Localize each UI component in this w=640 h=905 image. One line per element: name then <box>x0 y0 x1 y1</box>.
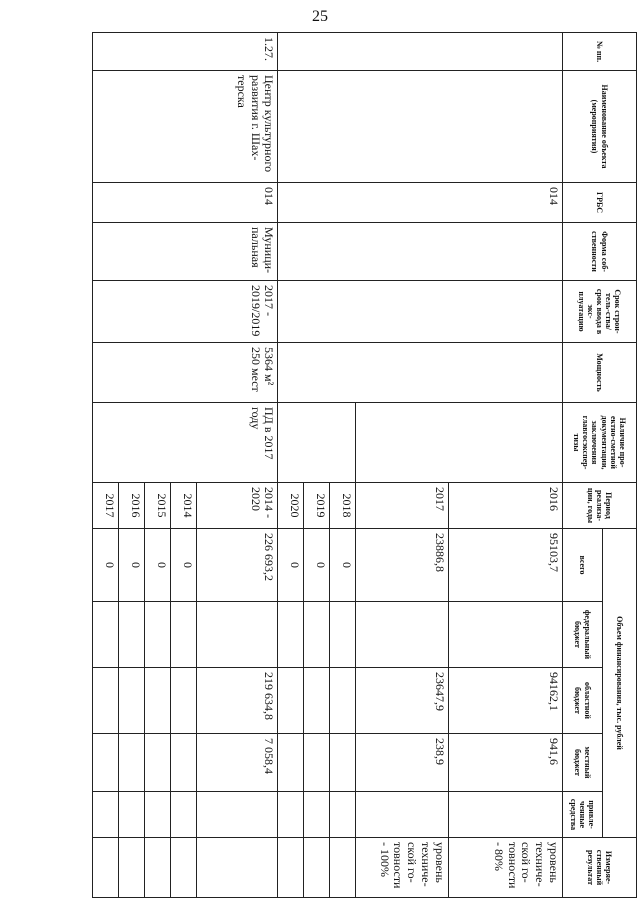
cell-federal <box>170 602 196 668</box>
cell-period: 2015 <box>144 483 170 529</box>
cell-period: 2016 <box>448 483 562 529</box>
cell-result <box>304 838 330 898</box>
cell-psd: ПД в 2017 году <box>93 403 278 483</box>
cell-result <box>278 838 304 898</box>
cell-local <box>93 734 119 792</box>
header-local: местный бюджет <box>563 734 603 792</box>
cell-attracted <box>196 792 278 838</box>
cell-total: 0 <box>330 529 356 602</box>
cell-federal <box>356 602 449 668</box>
table-rotated-wrapper <box>92 32 637 889</box>
cell-attracted <box>93 792 119 838</box>
cell-total: 0 <box>93 529 119 602</box>
cell-federal <box>448 602 562 668</box>
cell-result <box>196 838 278 898</box>
cell-local <box>304 734 330 792</box>
cell-local <box>118 734 144 792</box>
cell-result <box>93 838 119 898</box>
header-capacity: Мощность <box>563 343 637 403</box>
cell-period: 2017 <box>93 483 119 529</box>
header-federal: федеральный бюджет <box>563 602 603 668</box>
cell-local: 238,9 <box>356 734 449 792</box>
cell-total: 226 693,2 <box>196 529 278 602</box>
cell-total: 0 <box>118 529 144 602</box>
header-ownership: Форма соб-ственности <box>563 223 637 281</box>
cell-total: 23886,8 <box>356 529 449 602</box>
cell-period: 2014 - 2020 <box>196 483 278 529</box>
header-result: Измеряе-ственный результат <box>563 838 637 898</box>
cell-num: 1.27. <box>93 33 278 71</box>
cell-attracted <box>170 792 196 838</box>
financing-table <box>92 32 637 898</box>
cell-result <box>170 838 196 898</box>
cell-grbs: 014 <box>93 183 278 223</box>
cell-period: 2019 <box>304 483 330 529</box>
cell-federal <box>118 602 144 668</box>
cell-federal <box>278 602 304 668</box>
cell-result <box>144 838 170 898</box>
cell-num <box>278 33 563 71</box>
cell-regional: 94162,1 <box>448 668 562 734</box>
cell-name: Центр культурного развития г. Шах-терска <box>93 71 278 183</box>
cell-total: 95103,7 <box>448 529 562 602</box>
cell-total: 0 <box>144 529 170 602</box>
cell-total: 0 <box>170 529 196 602</box>
header-grbs: ГРБС <box>563 183 637 223</box>
cell-period: 2018 <box>330 483 356 529</box>
cell-local: 941,6 <box>448 734 562 792</box>
page-number: 25 <box>312 8 328 25</box>
cell-federal <box>196 602 278 668</box>
cell-attracted <box>356 792 449 838</box>
cell-result: уровень техниче-ской го-товности - 80% <box>448 838 562 898</box>
header-num: № пп. <box>563 33 637 71</box>
cell-term: 2017 - 2019/2019 <box>93 281 278 343</box>
cell-psd <box>278 403 356 483</box>
cell-regional: 23647,9 <box>356 668 449 734</box>
cell-regional <box>304 668 330 734</box>
cell-local <box>170 734 196 792</box>
cell-regional <box>118 668 144 734</box>
cell-attracted <box>304 792 330 838</box>
cell-local <box>330 734 356 792</box>
cell-federal <box>93 602 119 668</box>
cell-local: 7 058,4 <box>196 734 278 792</box>
cell-local <box>278 734 304 792</box>
cell-regional <box>278 668 304 734</box>
cell-federal <box>144 602 170 668</box>
cell-result <box>118 838 144 898</box>
cell-period: 2020 <box>278 483 304 529</box>
table-row <box>196 33 278 898</box>
header-regional: областной бюджет <box>563 668 603 734</box>
cell-capacity <box>278 343 563 403</box>
header-name: Наименование объекта (мероприятия) <box>563 71 637 183</box>
cell-term <box>278 281 563 343</box>
cell-federal <box>304 602 330 668</box>
cell-attracted <box>330 792 356 838</box>
cell-federal <box>330 602 356 668</box>
header-financing: Объем финансирования, тыс. рублей <box>603 529 637 838</box>
cell-attracted <box>118 792 144 838</box>
cell-ownership: Муници-пальная <box>93 223 278 281</box>
cell-result <box>330 838 356 898</box>
cell-period: 2016 <box>118 483 144 529</box>
header-psd: Наличие про-ектно-сметной документации, заключения главгосэкспер-тизы <box>563 403 637 483</box>
cell-psd <box>356 403 563 483</box>
header-total: всего <box>563 529 603 602</box>
table-row <box>448 33 562 898</box>
cell-total: 0 <box>278 529 304 602</box>
cell-total: 0 <box>304 529 330 602</box>
cell-local <box>144 734 170 792</box>
cell-name <box>278 71 563 183</box>
cell-regional: 219 634,8 <box>196 668 278 734</box>
cell-regional <box>93 668 119 734</box>
cell-capacity: 5364 м² 250 мест <box>93 343 278 403</box>
cell-grbs: 014 <box>278 183 563 223</box>
cell-ownership <box>278 223 563 281</box>
cell-attracted <box>278 792 304 838</box>
cell-regional <box>330 668 356 734</box>
cell-regional <box>170 668 196 734</box>
cell-attracted <box>448 792 562 838</box>
header-attracted: привле-ченные средства <box>563 792 603 838</box>
cell-regional <box>144 668 170 734</box>
cell-period: 2014 <box>170 483 196 529</box>
cell-attracted <box>144 792 170 838</box>
cell-result: уровень техниче-ской го-товности - 100% <box>356 838 449 898</box>
header-period: Период реализа-ции, годы <box>563 483 637 529</box>
header-term: Срок строи-тель-ства/срок ввода в экс-плуатацию <box>563 281 637 343</box>
cell-period: 2017 <box>356 483 449 529</box>
